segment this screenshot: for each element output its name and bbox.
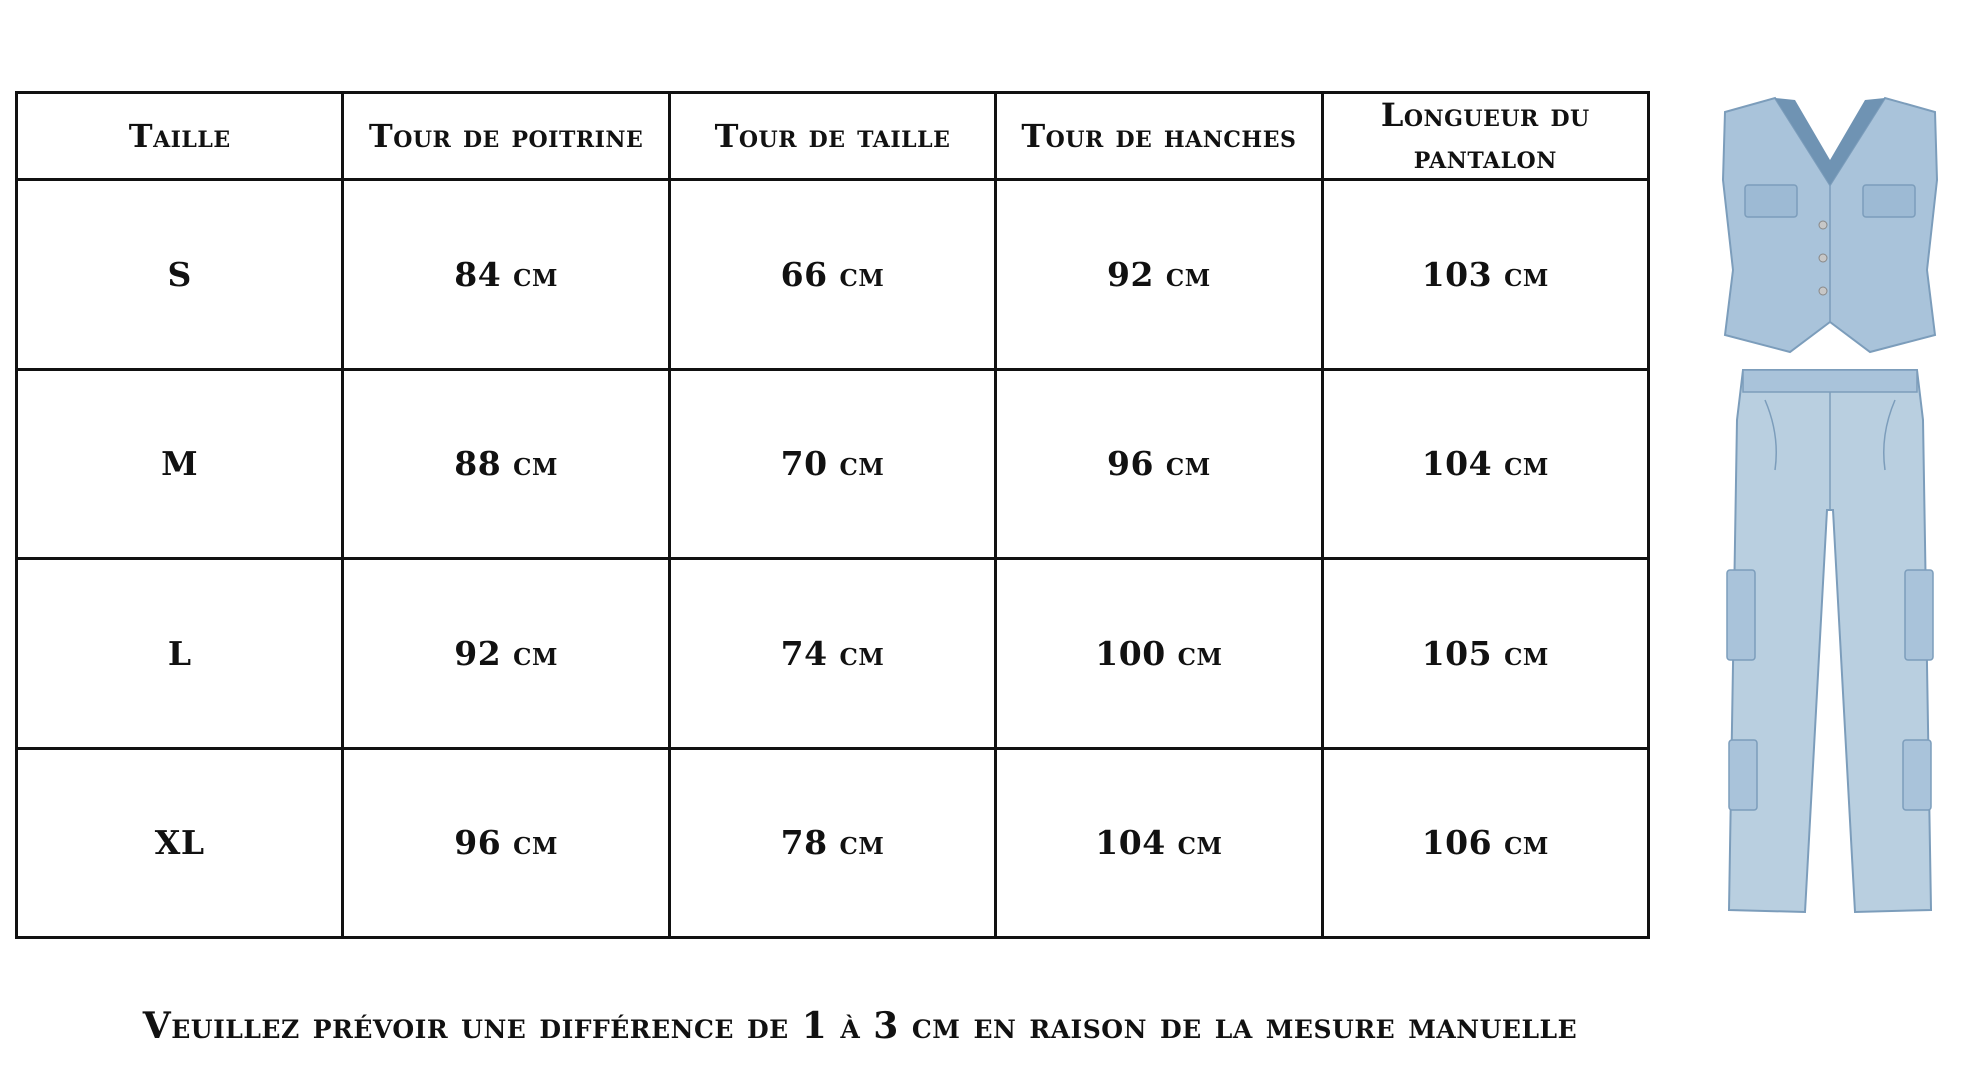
cell-chest: 84 cm [343, 180, 669, 370]
cell-pant-length: 106 cm [1322, 748, 1648, 938]
cargo-jeans-image [1727, 370, 1933, 912]
table-row [17, 748, 1649, 938]
cell-size: L [17, 559, 343, 749]
header-size: Taille [17, 93, 343, 180]
cell-chest: 92 cm [343, 559, 669, 749]
header-pant-length: Longueur du pantalon [1322, 93, 1648, 180]
table-row [17, 369, 1649, 559]
cell-pant-length: 105 cm [1322, 559, 1648, 749]
cell-pant-length: 104 cm [1322, 369, 1648, 559]
header-hips: Tour de hanches [996, 93, 1322, 180]
cell-pant-length: 103 cm [1322, 180, 1648, 370]
cell-size: XL [17, 748, 343, 938]
header-chest: Tour de poitrine [343, 93, 669, 180]
denim-vest-image [1723, 98, 1937, 352]
cell-chest: 88 cm [343, 369, 669, 559]
cell-size: S [17, 180, 343, 370]
cell-waist: 66 cm [669, 180, 995, 370]
cell-hips: 100 cm [996, 559, 1322, 749]
cell-waist: 70 cm [669, 369, 995, 559]
table-header-row [17, 93, 1649, 180]
cell-hips: 96 cm [996, 369, 1322, 559]
cell-waist: 74 cm [669, 559, 995, 749]
table-row [17, 559, 1649, 749]
product-image [1705, 90, 1955, 930]
cell-chest: 96 cm [343, 748, 669, 938]
cell-hips: 104 cm [996, 748, 1322, 938]
header-waist: Tour de taille [669, 93, 995, 180]
cell-hips: 92 cm [996, 180, 1322, 370]
cell-waist: 78 cm [669, 748, 995, 938]
size-chart-table [15, 91, 1650, 939]
cell-size: M [17, 369, 343, 559]
measurement-note: Veuillez prévoir une différence de 1 à 3 cm en raison de la mesure manuelle [142, 1005, 1578, 1047]
table-row [17, 180, 1649, 370]
